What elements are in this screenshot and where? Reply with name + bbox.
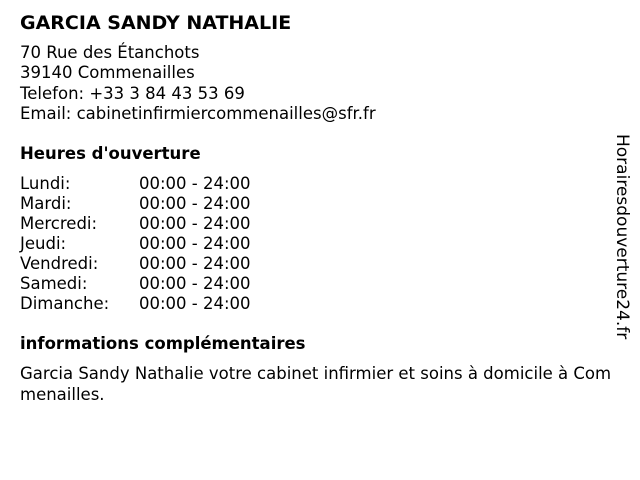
- time-range: 00:00 - 24:00: [139, 294, 251, 313]
- additional-info-text: Garcia Sandy Nathalie votre cabinet infirmier et soins à domicile à Commenailles.: [20, 364, 612, 404]
- hours-row-tuesday: [20, 194, 251, 214]
- additional-info-heading: informations complémentaires: [20, 334, 306, 353]
- time-range: 00:00 - 24:00: [139, 194, 251, 213]
- day-label: Samedi:: [20, 274, 88, 293]
- day-label: Lundi:: [20, 174, 71, 193]
- address-street: 70 Rue des Étanchots: [20, 43, 200, 62]
- day-label: Mercredi:: [20, 214, 98, 233]
- opening-hours-table: [20, 174, 251, 314]
- day-label: Vendredi:: [20, 254, 99, 273]
- address-city: 39140 Commenailles: [20, 63, 195, 83]
- day-label: Jeudi:: [20, 234, 67, 253]
- day-label: Dimanche:: [20, 294, 110, 313]
- time-range: 00:00 - 24:00: [139, 214, 251, 233]
- time-range: 00:00 - 24:00: [139, 254, 251, 273]
- hours-row-friday: [20, 254, 251, 274]
- opening-hours-heading: Heures d'ouverture: [20, 144, 201, 163]
- hours-row-saturday: [20, 274, 251, 294]
- hours-row-thursday: [20, 234, 251, 254]
- time-range: 00:00 - 24:00: [139, 274, 251, 293]
- day-label: Mardi:: [20, 194, 72, 213]
- phone-number: Telefon: +33 3 84 43 53 69: [20, 83, 245, 103]
- business-name: GARCIA SANDY NATHALIE: [20, 12, 292, 34]
- time-range: 00:00 - 24:00: [139, 174, 251, 193]
- email-address: Email: cabinetinfirmiercommenailles@sfr.fr: [20, 103, 376, 123]
- hours-row-monday: [20, 174, 251, 194]
- site-watermark: Horairesdouverture24.fr: [612, 134, 632, 340]
- time-range: 00:00 - 24:00: [139, 234, 251, 253]
- hours-row-sunday: [20, 294, 251, 314]
- contact-block: [20, 43, 376, 124]
- hours-row-wednesday: [20, 214, 251, 234]
